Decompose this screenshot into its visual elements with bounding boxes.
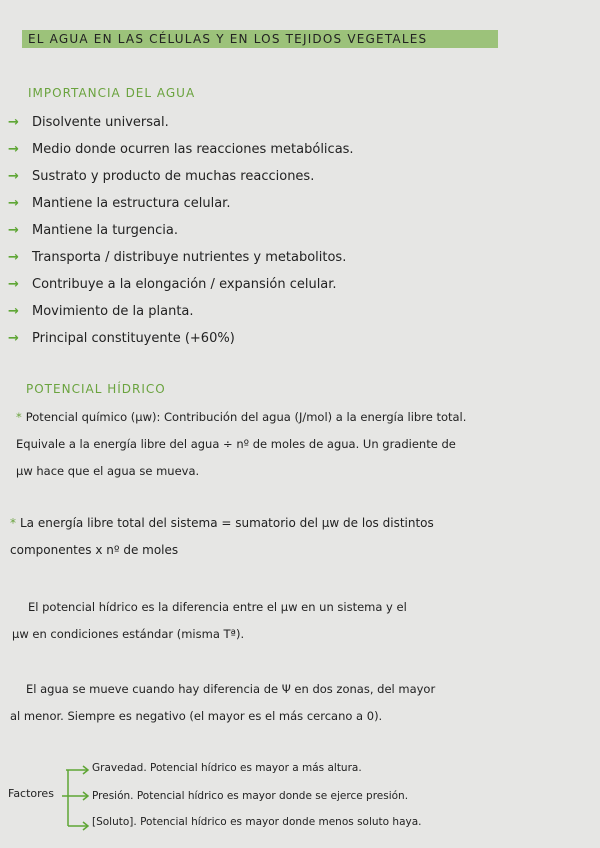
star-icon: * (10, 516, 16, 530)
arrow-right-icon: → (8, 303, 19, 319)
list-item: → Contribuye a la elongación / expansión celular. (8, 276, 337, 292)
arrow-right-icon: → (8, 249, 19, 265)
paragraph-energia-libre: * La energía libre total del sistema = sumatorio del μw de los distintos componentes x nº de moles (10, 516, 434, 557)
list-item: → Movimiento de la planta. (8, 303, 194, 319)
paragraph-potencial-hidrico: El potencial hídrico es la diferencia entre el μw en un sistema y el μw en condiciones estándar (misma Tª). (12, 600, 407, 641)
paragraph-movimiento-agua: El agua se mueve cuando hay diferencia de Ψ en dos zonas, del mayor al menor. Siempre es negativo (el mayor es el más cercano a 0). (10, 682, 436, 723)
star-icon: * (16, 410, 22, 424)
heading-importancia: IMPORTANCIA DEL AGUA (28, 86, 196, 100)
list-item: → Sustrato y producto de muchas reacciones. (8, 168, 315, 184)
paragraph-potencial-quimico: * Potencial químico (μw): Contribución del agua (J/mol) a la energía libre total. Equivale a la energía libre del agua ÷ nº de moles de agua. Un gradiente de μw hace que el agua se mueva. (16, 410, 467, 478)
list-item: → Disolvente universal. (8, 114, 169, 130)
arrow-right-icon: → (8, 141, 19, 157)
page-title: EL AGUA EN LAS CÉLULAS Y EN LOS TEJIDOS VEGETALES (22, 30, 498, 48)
factor-soluto: [Soluto]. Potencial hídrico es mayor donde menos soluto haya. (92, 816, 422, 828)
arrow-right-icon: → (8, 222, 19, 238)
list-item: → Medio donde ocurren las reacciones metabólicas. (8, 141, 354, 157)
arrow-right-icon: → (8, 114, 19, 130)
arrow-right-icon: → (8, 195, 19, 211)
factors-label: Factores (8, 787, 54, 800)
list-item: → Mantiene la turgencia. (8, 222, 179, 238)
arrow-right-icon: → (8, 168, 19, 184)
arrow-right-icon: → (8, 276, 19, 292)
heading-potencial: POTENCIAL HÍDRICO (26, 382, 166, 396)
list-item: → Mantiene la estructura celular. (8, 195, 231, 211)
arrow-right-icon: → (8, 330, 19, 346)
factor-presion: Presión. Potencial hídrico es mayor donde se ejerce presión. (92, 790, 409, 802)
factor-gravedad: Gravedad. Potencial hídrico es mayor a más altura. (92, 762, 362, 774)
list-item: → Transporta / distribuye nutrientes y metabolitos. (8, 249, 347, 265)
list-item: → Principal constituyente (+60%) (8, 330, 235, 346)
